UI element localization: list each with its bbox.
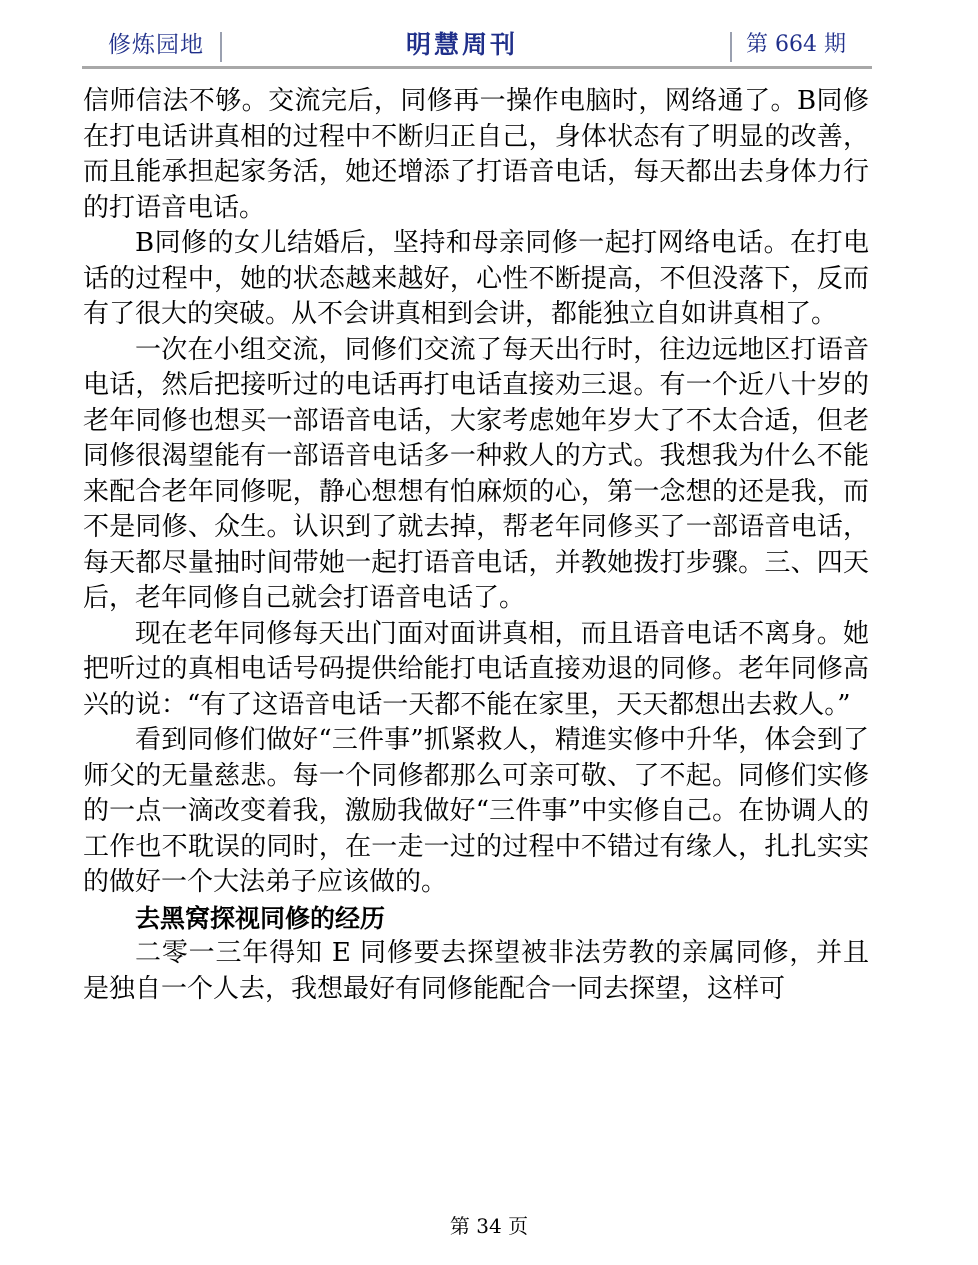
paragraph: 看到同修们做好“三件事”抓紧救人，精進实修中升华，体会到了师父的无量慈悲。每一个同修都那么可亲可敬、了不起。同修们实修的一点一滴改变着我，激励我做好“三件事”中实修自己。在协调人的工作也不耽误的同时，在一走一过的过程中不错过有缘人，扎扎实实的做好一个大法弟子应该做的。 <box>83 725 869 897</box>
issue-number: 第 664 期 <box>746 32 846 57</box>
paragraph: B同修的女儿结婚后，坚持和母亲同修一起打网络电话。在打电话的过程中，她的状态越来越好，心性不断提高，不但没落下，反而有了很大的突破。从不会讲真相到会讲，都能独立自如讲真相了。 <box>83 228 869 329</box>
publication-title: 明慧周刊 <box>406 30 519 59</box>
paragraph: 二零一三年得知 E 同修要去探望被非法劳教的亲属同修，并且是独自一个人去，我想最好有同修能配合一同去探望，这样可 <box>83 938 869 1004</box>
paragraph: 现在老年同修每天出门面对面讲真相，而且语音电话不离身。她把听过的真相电话号码提供给能打电话直接劝退的同修。老年同修高兴的说：“有了这语音电话一天都不能在家里，天天都想出去救人。” <box>83 618 869 720</box>
article-body <box>83 84 869 1007</box>
paragraph: 一次在小组交流，同修们交流了每天出行时，往边远地区打语音电话，然后把接听过的电话再打电话直接劝三退。有一个近八十岁的老年同修也想买一部语音电话，大家考虑她年岁大了不太合适，但老同修很渴望能有一部语音电话多一种救人的方式。我想我为什么不能来配合老年同修呢，静心想想有怕麻烦的心，第一念想的还是我，而不是同修、众生。认识到了就去掉，帮老年同修买了一部语音电话，每天都尽量抽时间带她一起打语音电话，并教她拨打步骤。三、四天后，老年同修自己就会打语音电话了。 <box>83 334 869 613</box>
page-header <box>82 28 872 66</box>
header-divider <box>220 32 222 62</box>
page-number: 第 34 页 <box>449 1214 529 1238</box>
header-rule <box>82 66 872 69</box>
header-divider <box>730 32 732 62</box>
section-title: 修炼园地 <box>108 32 204 58</box>
paragraph: 信师信法不够。交流完后，同修再一操作电脑时，网络通了。B同修在打电话讲真相的过程中不断归正自己，身体状态有了明显的改善，而且能承担起家务活，她还增添了打语音电话，每天都出去身体力行的打语音电话。 <box>83 86 869 223</box>
section-subheading: 去黑窝探视同修的经历 <box>135 903 386 933</box>
